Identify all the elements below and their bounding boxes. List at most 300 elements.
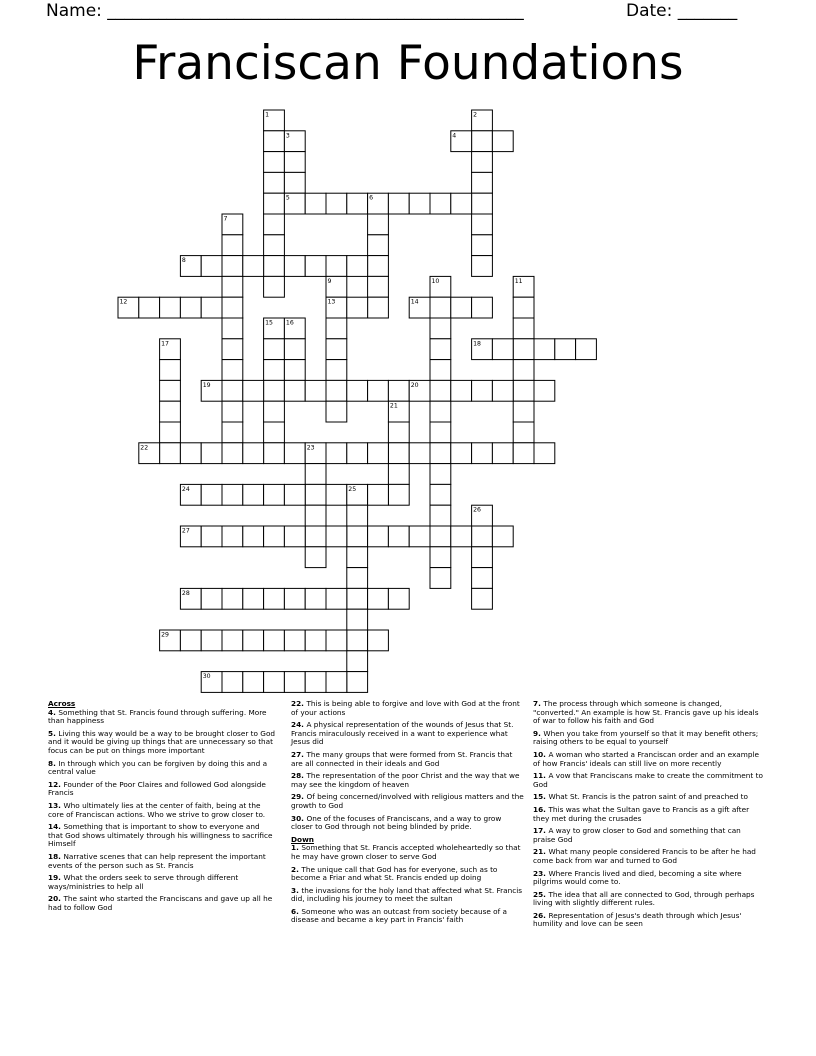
clue-number: 5. [48,728,59,738]
clue-number: 28 [181,589,190,597]
grid-cell[interactable] [264,672,285,693]
across-clue [48,895,276,912]
grid-cell[interactable] [222,484,243,505]
grid-cell[interactable] [222,339,243,360]
clue-number: 12 [119,298,128,306]
grid-cell[interactable] [284,630,305,651]
across-clue [48,823,276,849]
grid-cell[interactable] [243,526,264,547]
clue-number: 18 [473,340,481,348]
across-clue [48,874,276,891]
clue-number: 2 [473,111,478,119]
grid-cell[interactable] [347,672,368,693]
grid-cell[interactable] [368,214,389,235]
grid-cell[interactable] [347,380,368,401]
grid-cell[interactable] [513,360,534,381]
grid-cell[interactable] [326,339,347,360]
clue-text: In through which you can be forgiven by doing this and a central value [48,758,268,777]
grid-cell[interactable] [305,526,326,547]
grid-cell[interactable] [264,339,285,360]
grid-cell[interactable] [430,297,451,318]
clue-number: 15 [265,319,273,327]
grid-cell[interactable] [326,256,347,277]
grid-cell[interactable] [472,235,493,256]
clue-number: 29. [291,792,307,802]
clue-text: Something that St. Francis accepted wholeheartedly so that he may have grown closer to serve God [291,843,521,861]
grid-cell[interactable] [347,526,368,547]
grid-cell[interactable] [264,630,285,651]
grid-cell[interactable] [368,526,389,547]
grid-cell[interactable] [160,443,181,464]
grid-cell[interactable] [368,380,389,401]
grid-cell[interactable] [264,152,285,173]
grid-cell[interactable] [492,526,513,547]
grid-cell[interactable] [347,547,368,568]
grid-cell[interactable] [513,422,534,443]
grid-cell[interactable] [305,484,326,505]
grid-cell[interactable] [284,484,305,505]
clue-text: The representation of the poor Christ and the way that we may see the kingdom of heaven [291,771,520,789]
down-clue [533,730,763,747]
grid-cell[interactable] [368,235,389,256]
grid-cell[interactable] [160,401,181,422]
grid-cell[interactable] [284,152,305,173]
grid-cell[interactable] [492,443,513,464]
grid-cell[interactable] [513,318,534,339]
grid-cell[interactable] [534,443,555,464]
clue-number: 6 [369,194,374,202]
clues-column-3 [533,700,763,933]
grid-cell[interactable] [451,380,472,401]
grid-cell[interactable] [430,360,451,381]
grid-cell[interactable] [368,443,389,464]
clue-text: A vow that Franciscans make to create the commitment to God [533,771,763,789]
grid-cell[interactable] [368,484,389,505]
clue-number: 1. [291,843,302,853]
grid-cell[interactable] [222,297,243,318]
grid-cell[interactable] [347,193,368,214]
clue-number: 23 [306,444,315,452]
grid-cell[interactable] [388,443,409,464]
grid-cell[interactable] [284,672,305,693]
grid-cell[interactable] [264,172,285,193]
grid-cell[interactable] [451,297,472,318]
grid-cell[interactable] [222,401,243,422]
clue-text: This was what the Sultan gave to Francis as a gift after they met during the crusades [533,804,750,823]
grid-cell[interactable] [472,380,493,401]
grid-cell[interactable] [430,547,451,568]
grid-cell[interactable] [472,256,493,277]
clue-number: 28. [291,771,307,781]
across-clue [48,853,276,870]
grid-cell[interactable] [576,339,597,360]
grid-cell[interactable] [201,256,222,277]
grid-cell[interactable] [243,443,264,464]
grid-cell[interactable] [430,339,451,360]
grid-cell[interactable] [201,297,222,318]
grid-cell[interactable] [305,588,326,609]
across-clue-list-continued [291,700,525,832]
clue-number: 26. [533,910,549,920]
grid-cell[interactable] [264,443,285,464]
clue-text: The process through which someone is changed, "converted." An example is how St. Francis gave up his ideals of war to follow his faith and God [533,699,759,726]
grid-cell[interactable] [451,193,472,214]
grid-cell[interactable] [222,256,243,277]
grid-cell[interactable] [305,380,326,401]
clue-number: 24. [291,720,307,730]
clue-number: 3 [285,132,290,140]
clue-text: A physical representation of the wounds of Jesus that St. Francis miraculously received in a want to experience what Jesus did [291,720,514,747]
across-clue [291,700,525,717]
clue-text: Of being concerned/involved with religious matters and the growth to God [291,792,524,810]
grid-cell[interactable] [264,193,285,214]
clue-text: Founder of the Poor Claires and followed God alongside Francis [48,779,266,798]
grid-cell[interactable] [284,256,305,277]
clue-text: What the orders seek to serve through different ways/ministries to help all [48,873,239,891]
clue-text: The saint who started the Franciscans and gave up all he had to follow God [48,894,273,912]
grid-cell[interactable] [284,380,305,401]
grid-cell[interactable] [388,380,409,401]
down-clue-list [291,844,525,925]
grid-cell[interactable] [201,484,222,505]
grid-cell[interactable] [388,193,409,214]
down-clue [533,806,763,823]
across-heading: Across [48,699,76,708]
grid-cell[interactable] [347,609,368,630]
down-clue-list-continued [533,700,763,929]
grid-cell[interactable] [326,484,347,505]
grid-cell[interactable] [222,672,243,693]
grid-cell[interactable] [139,297,160,318]
grid-cell[interactable] [430,401,451,422]
grid-cell[interactable] [388,484,409,505]
grid-cell[interactable] [264,276,285,297]
clue-number: 16 [285,319,294,327]
grid-cell[interactable] [347,651,368,672]
grid-cell[interactable] [222,360,243,381]
clue-number: 4. [48,707,59,717]
grid-cell[interactable] [264,256,285,277]
clue-number: 10. [533,749,549,759]
grid-cell[interactable] [368,588,389,609]
across-clue [291,751,525,768]
clue-number: 17. [533,826,549,836]
grid-cell[interactable] [430,380,451,401]
grid-cell[interactable] [264,235,285,256]
clue-number: 13 [327,298,336,306]
grid-cell[interactable] [264,401,285,422]
clue-number: 21. [533,847,549,857]
grid-cell[interactable] [222,276,243,297]
grid-cell[interactable] [284,360,305,381]
grid-cell[interactable] [284,339,305,360]
clue-number: 21 [389,402,398,410]
clue-number: 9. [533,728,544,738]
grid-cell[interactable] [180,630,201,651]
grid-cell[interactable] [243,380,264,401]
grid-cell[interactable] [368,276,389,297]
clue-number: 7 [223,215,228,223]
clue-number: 9 [327,277,332,285]
grid-cell[interactable] [492,339,513,360]
down-clue [533,870,763,887]
clue-number: 23. [533,868,549,878]
grid-cell[interactable] [347,505,368,526]
grid-cell[interactable] [472,547,493,568]
grid-cell[interactable] [492,380,513,401]
grid-cell[interactable] [201,630,222,651]
grid-cell[interactable] [243,672,264,693]
puzzle-title: Franciscan Foundations [132,36,684,91]
clue-number: 16. [533,804,549,814]
clue-number: 25. [533,889,549,899]
clue-text: Living this way would be a way to be brought closer to God and it would be giving up things that are unnecessary so that focus can be put on things more important [48,728,276,755]
grid-cell[interactable] [513,339,534,360]
clue-number: 11 [514,277,523,285]
grid-cell[interactable] [180,297,201,318]
grid-cell[interactable] [534,380,555,401]
grid-cell[interactable] [472,152,493,173]
grid-cell[interactable] [472,214,493,235]
clue-number: 24 [181,485,190,493]
down-clue [533,827,763,844]
grid-cell[interactable] [222,443,243,464]
grid-cell[interactable] [555,339,576,360]
grid-cell[interactable] [326,318,347,339]
clue-number: 5 [285,194,290,202]
grid-cell[interactable] [430,193,451,214]
grid-cell[interactable] [347,630,368,651]
grid-cell[interactable] [264,380,285,401]
grid-cell[interactable] [264,360,285,381]
clue-number: 12. [48,779,64,789]
clue-text: The idea that all are connected to God, through perhaps living with slightly different rules. [533,889,755,908]
grid-cell[interactable] [347,588,368,609]
grid-cell[interactable] [160,380,181,401]
clue-number: 19. [48,873,64,883]
grid-cell[interactable] [305,505,326,526]
grid-cell[interactable] [305,464,326,485]
clue-text: Narrative scenes that can help represent the important events of the person such as St. Francis [48,851,266,870]
grid-cell[interactable] [264,422,285,443]
grid-cell[interactable] [472,568,493,589]
clue-text: When you take from yourself so that it may benefit others; raising others to be equal to yourself [533,728,759,747]
grid-cell[interactable] [222,380,243,401]
clue-number: 20 [410,381,419,389]
grid-cell[interactable] [430,526,451,547]
down-clue [291,908,525,925]
clue-number: 30 [202,673,211,681]
grid-cell[interactable] [430,443,451,464]
grid-cell[interactable] [222,422,243,443]
clue-number: 11. [533,771,549,781]
clue-number: 25 [348,485,357,493]
clue-number: 29 [161,631,169,639]
across-clue [48,730,276,756]
grid-cell[interactable] [284,443,305,464]
grid-cell[interactable] [388,588,409,609]
grid-cell[interactable] [264,484,285,505]
grid-cell[interactable] [472,297,493,318]
grid-cell[interactable] [326,526,347,547]
grid-cell[interactable] [472,193,493,214]
clue-number: 18. [48,851,64,861]
grid-cell[interactable] [264,131,285,152]
clue-text: Who ultimately lies at the center of faith, being at the core of Franciscan actions. Who we strive to grow closer to. [48,800,266,819]
clues-column-2 [291,700,525,929]
clue-number: 19 [202,381,211,389]
across-clue [291,815,525,832]
clue-number: 7. [533,699,544,708]
grid-cell[interactable] [388,464,409,485]
grid-cell[interactable] [534,339,555,360]
grid-cell[interactable] [409,443,430,464]
grid-cell[interactable] [472,443,493,464]
clue-number: 22 [140,444,149,452]
clue-number: 10 [431,277,440,285]
grid-cell[interactable] [222,318,243,339]
grid-cell[interactable] [472,131,493,152]
grid-cell[interactable] [368,630,389,651]
grid-cell[interactable] [430,484,451,505]
grid-cell[interactable] [305,630,326,651]
grid-cell[interactable] [368,297,389,318]
grid-cell[interactable] [243,588,264,609]
grid-cell[interactable] [305,547,326,568]
clue-text: Someone who was an outcast from society because of a disease and became a key part in Francis' faith [291,906,508,925]
across-clue [48,781,276,798]
clue-text: This is being able to forgive and love with God at the front of your actions [291,699,520,717]
clue-text: Representation of Jesus's death through which Jesus' humility and love can be seen [533,910,742,929]
grid-cell[interactable] [347,443,368,464]
grid-cell[interactable] [430,505,451,526]
across-clue [291,772,525,789]
clue-text: One of the focuses of Franciscans, and a way to grow closer to God through not being blinded by pride. [291,813,502,832]
down-clue [291,844,525,861]
grid-cell[interactable] [264,214,285,235]
grid-cell[interactable] [222,526,243,547]
grid-cell[interactable] [284,172,305,193]
grid-cell[interactable] [305,256,326,277]
grid-cell[interactable] [430,568,451,589]
grid-cell[interactable] [160,297,181,318]
clue-number: 4 [452,132,457,140]
clue-number: 1 [265,111,270,119]
grid-cell[interactable] [347,568,368,589]
grid-cell[interactable] [388,526,409,547]
clue-number: 15. [533,792,549,802]
clue-number: 3. [291,885,302,895]
across-clue [48,760,276,777]
clue-number: 8. [48,758,59,768]
clue-number: 2. [291,864,302,874]
grid-cell[interactable] [305,193,326,214]
grid-cell[interactable] [368,256,389,277]
grid-cell[interactable] [160,360,181,381]
grid-cell[interactable] [160,422,181,443]
grid-cell[interactable] [451,526,472,547]
grid-cell[interactable] [388,422,409,443]
grid-cell[interactable] [264,588,285,609]
grid-cell[interactable] [326,443,347,464]
clue-number: 20. [48,894,64,904]
grid-cell[interactable] [409,193,430,214]
clue-number: 14 [410,298,419,306]
clue-text: What many people considered Francis to be after he had come back from war and turned to God [533,847,756,865]
grid-cell[interactable] [243,484,264,505]
across-clue [291,793,525,810]
grid-cell[interactable] [326,672,347,693]
clue-number: 6. [291,906,302,916]
clue-text: A way to grow closer to God and something that can praise God [533,826,741,844]
grid-cell[interactable] [513,401,534,422]
grid-cell[interactable] [430,422,451,443]
grid-cell[interactable] [472,526,493,547]
grid-cell[interactable] [326,588,347,609]
grid-cell[interactable] [472,172,493,193]
grid-cell[interactable] [326,380,347,401]
grid-cell[interactable] [222,235,243,256]
across-clue [48,709,276,726]
grid-cell[interactable] [326,401,347,422]
grid-cell[interactable] [430,318,451,339]
name-field-label: Name: _________________________________________________ [46,1,524,21]
grid-cell[interactable] [347,256,368,277]
grid-cell[interactable] [347,297,368,318]
clue-number: 8 [181,257,186,265]
grid-cell[interactable] [492,131,513,152]
clue-text: The many groups that were formed from St. Francis that are all connected in their ideals and God [291,749,513,768]
grid-cell[interactable] [243,630,264,651]
date-field-label: Date: _______ [626,1,738,21]
grid-cell[interactable] [326,360,347,381]
grid-cell[interactable] [513,380,534,401]
grid-cell[interactable] [326,630,347,651]
grid-cell[interactable] [472,588,493,609]
grid-cell[interactable] [201,588,222,609]
clue-text: A woman who started a Franciscan order and an example of how Francis' ideals can still live on more recently [533,749,760,768]
down-clue [533,793,763,802]
grid-cell[interactable] [451,443,472,464]
grid-cell[interactable] [284,526,305,547]
clue-text: Something that St. Francis found through suffering. More than happiness [48,707,267,726]
grid-cell[interactable] [222,588,243,609]
grid-cell[interactable] [180,443,201,464]
grid-cell[interactable] [513,297,534,318]
grid-cell[interactable] [243,256,264,277]
clue-number: 27 [181,527,190,535]
grid-cell[interactable] [409,526,430,547]
grid-cell[interactable] [284,588,305,609]
grid-cell[interactable] [305,672,326,693]
across-clue [291,721,525,747]
grid-cell[interactable] [513,443,534,464]
clue-text: Something that is important to show to everyone and that God shows ultimately through his willingness to sacrifice Himself [48,822,273,849]
across-clue [48,802,276,819]
clue-text: What St. Francis is the patron saint of and preached to [548,792,749,802]
grid-cell[interactable] [222,630,243,651]
grid-cell[interactable] [201,526,222,547]
grid-cell[interactable] [264,526,285,547]
grid-cell[interactable] [326,193,347,214]
grid-cell[interactable] [201,443,222,464]
clue-number: 22. [291,699,307,708]
down-heading: Down [291,834,315,844]
clue-number: 17 [161,340,169,348]
grid-cell[interactable] [430,464,451,485]
clue-number: 27. [291,749,307,759]
clues-column-1 [48,700,276,916]
